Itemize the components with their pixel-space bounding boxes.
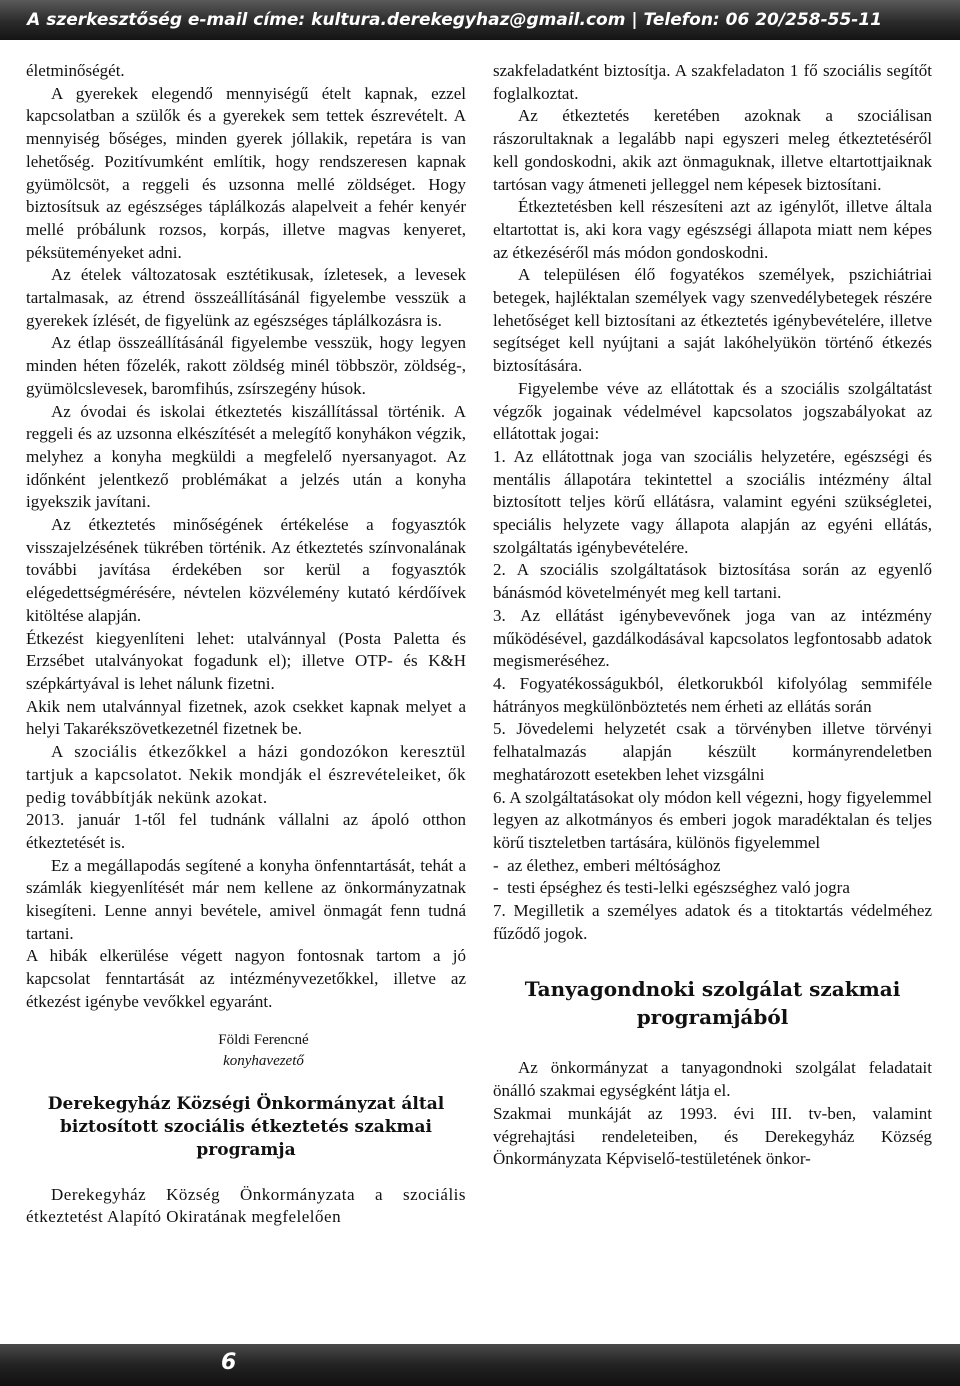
- right-paragraph: Figyelembe véve az ellátottak és a szociális szolgáltatást végzők jogainak védelmével kapcsolatos jogszabályokat az ellátottak jogai:: [493, 378, 932, 444]
- left-paragraph: Akik nem utalvánnyal fizetnek, azok csekket kapnak melyet a helyi Takarékszövetkezetnél fizetnek be.: [26, 696, 466, 739]
- left-paragraph: Az óvodai és iskolai étkeztetés kiszállítással történik. A reggeli és az uzsonna elkészítését a melegítő konyhákon végzik, melyhez a konyha megküldi a megfelelő nyersanyagot. Az időnként jelentkező problémákat a jelzés után a konyha igyekszik javítani.: [26, 401, 466, 512]
- footer-bar: [0, 1344, 960, 1386]
- left-paragraph: A szociális étkezőkkel a házi gondozókon keresztül tartjuk a kapcsolatot. Nekik mondják el észrevételeiket, ők pedig továbbítják nekünk azokat.: [26, 742, 466, 807]
- left-section-paragraph: Derekegyház Község Önkormányzata a szociális étkeztetést Alapító Okiratának megfelelően: [26, 1184, 466, 1227]
- left-paragraph: A hibák elkerülése végett nagyon fontosnak tartom a jó kapcsolat fenntartását az intézményvezetőkkel, illetve az étkezést igénybe vevőkkel egyaránt.: [26, 946, 466, 1011]
- right-paragraph: Az étkeztetés keretében azoknak a szociálisan rászorultaknak a legalább napi egyszeri meleg étkeztetéséről kell gondoskodni, akik azt önmaguknak, illetve eltartottjaiknak tartósan vagy átmeneti jelleggel nem képesek biztosítani.: [493, 106, 932, 194]
- rights-list-item: 6. A szolgáltatásokat oly módon kell végezni, hogy figyelemmel legyen az alkotmányos és emberi jogok maradéktalan és teljes körű tiszteletben tartására, különös figyelemmel: [493, 787, 932, 852]
- right-paragraph: A településen élő fogyatékos személyek, pszichiátriai betegek, hajléktalan személyek vagy szenvedélybetegek részére lehetőséget kell biztosítani az étkeztetés igénybevételére, illetve segítséget kell nyújtani a saját lakóhelyükön történő étkezés biztosítására.: [493, 265, 932, 376]
- right-section-paragraph: Az önkormányzat a tanyagondnoki szolgálat feladatait önálló szakmai egységként látja el.: [493, 1058, 932, 1101]
- left-column: [26, 60, 466, 1229]
- section-heading-etkeztetes: Derekegyház Községi Önkormányzat által biztosított szociális étkeztetés szakmai programja: [47, 1093, 445, 1160]
- right-column: [493, 60, 932, 1171]
- left-paragraph: 2013. január 1-től fel tudnánk vállalni az ápoló otthon étkeztetését is.: [26, 810, 466, 852]
- header-contact-text: A szerkesztőség e-mail címe: kultura.derekegyhaz@gmail.com | Telefon: 06 20/258-55-11: [27, 10, 882, 30]
- right-section-paragraph: Szakmai munkáját az 1993. évi III. tv-ben, valamint végrehajtási rendeleteiben, és Derekegyház Község Önkormányzata Képviselő-testületének önkor-: [493, 1103, 932, 1169]
- rights-list-item: 1. Az ellátottnak joga van szociális helyzetére, egészségi és mentális állapotára tekintettel a szociális intézmény által biztosított teljes körű ellátásra, valamint egyéni szükségletei, speciális helyzete vagy állapota alapján az egyéni ellátás, szolgáltatás igénybevételére.: [493, 446, 932, 557]
- left-paragraph: Az étlap összeállításánál figyelembe vesszük, hogy legyen minden héten főzelék, rakott zöldség minél többször, zöldség-, gyümölcslevesek, baromfihús, zsírszegény húsok.: [26, 333, 466, 398]
- rights-list-item: 4. Fogyatékosságukból, életkorukból kifolyólag semmiféle hátrányos megkülönböztetés nem érheti az ellátás során: [493, 673, 932, 716]
- header-contact-bar: [0, 0, 960, 40]
- right-paragraph: szakfeladatként biztosítja. A szakfeladaton 1 fő szociális segítőt foglalkoztat.: [493, 61, 932, 103]
- signature-role: konyhavezető: [223, 1052, 304, 1069]
- left-paragraph: életminőségét.: [26, 61, 125, 80]
- signature-name: Földi Ferencné: [218, 1031, 309, 1048]
- left-paragraph: Ez a megállapodás segítené a konyha önfenntartását, tehát a számlák kiegyenlítését már nem kellene az önkormányzatnak kisegíteni. Lenne annyi bevétele, amivel önmagát fenn tudná tartani.: [26, 855, 466, 943]
- rights-list-item: 5. Jövedelemi helyzetét csak a törvényben illetve törvényi felhatalmazás alapján készült kormányrendeletben meghatározott esetekben lehet vizsgálni: [493, 719, 932, 784]
- page-number: 6: [221, 1350, 237, 1375]
- left-paragraph: Az ételek változatosak esztétikusak, ízletesek, a levesek tartalmasak, az étrend összeállításánál figyelembe vesszük a gyerekek ízlését, de figyelünk az egészséges táplálkozásra is.: [26, 265, 466, 330]
- left-paragraph: Az étkeztetés minőségének értékelése a fogyasztók visszajelzésének tükrében történik. Az étkeztetés színvonalának további javítása érdekében sor kerül a fogyasztók elégedettségmérésére, névtelen közvélemény kutató kérdőívek kitöltése alapján.: [26, 515, 466, 625]
- left-paragraph: Étkezést kiegyenlíteni lehet: utalvánnyal (Posta Paletta és Erzsébet utalványokat fogadunk el); illetve OTP- és K&H szépkártyával is lehet nálunk fizetni.: [26, 628, 466, 693]
- rights-list-item: 2. A szociális szolgáltatások biztosítása során az egyenlő bánásmód követelményét meg kell tartani.: [493, 560, 932, 603]
- right-paragraph: Étkeztetésben kell részesíteni azt az igénylőt, illetve általa eltartottat is, aki kora vagy egészségi állapota miatt nem képes az étkezéséről más módon gondoskodni.: [493, 197, 932, 262]
- rights-sub-item: - testi épséghez és testi-lelki egészséghez való jogra: [493, 878, 850, 898]
- rights-list-item: 7. Megilletik a személyes adatok és a titoktartás védelméhez fűződő jogok.: [493, 901, 932, 943]
- section-heading-tanyagondnoki: Tanyagondnoki szolgálat szakmai programjából: [524, 977, 901, 1030]
- signature-block: [61, 1030, 466, 1072]
- rights-sub-item: - az élethez, emberi méltósághoz: [493, 855, 721, 875]
- rights-list-item: 3. Az ellátást igénybevevőnek joga van az intézmény működésével, gazdálkodásával kapcsolatos legfontosabb adatok megismeréséhez.: [493, 605, 932, 671]
- left-paragraph: A gyerekek elegendő mennyiségű ételt kapnak, ezzel kapcsolatban a szülők és a gyerekek sem tettek észrevételt. A mennyiség bőséges, minden gyerek jóllakik, repetára is van lehetőség. Pozitívumként említik, hogy rendszeresen kapnak gyümölcsöt, a reggeli és uzsonna mellé zöldséget. Hogy biztosítsuk az egészséges táplálkozás alapelveit a fehér kenyér mellé próbálunk rozsos, korpás, illetve magvas kenyeret, péksüteményeket adni.: [26, 83, 466, 262]
